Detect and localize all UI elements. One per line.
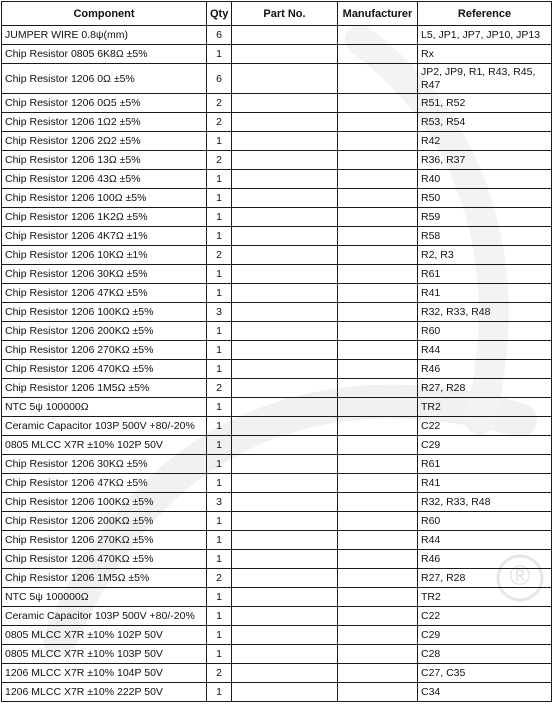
cell-part-no (232, 683, 338, 702)
cell-qty: 1 (207, 455, 232, 474)
cell-manufacturer (338, 113, 418, 132)
cell-qty: 1 (207, 588, 232, 607)
table-row (2, 246, 552, 265)
cell-qty: 1 (207, 607, 232, 626)
cell-part-no (232, 26, 338, 45)
cell-part-no (232, 569, 338, 588)
cell-component: NTC 5ψ 100000Ω (2, 588, 207, 607)
cell-component: Chip Resistor 1206 30KΩ ±5% (2, 455, 207, 474)
cell-reference: R44 (418, 531, 552, 550)
cell-reference: R60 (418, 322, 552, 341)
cell-reference: JP2, JP9, R1, R43, R45, R47 (418, 64, 552, 94)
cell-part-no (232, 645, 338, 664)
cell-part-no (232, 379, 338, 398)
cell-component: Chip Resistor 1206 200KΩ ±5% (2, 322, 207, 341)
watermark-registered-symbol: ® (509, 560, 531, 591)
cell-reference: C27, C35 (418, 664, 552, 683)
cell-manufacturer (338, 436, 418, 455)
cell-part-no (232, 588, 338, 607)
cell-manufacturer (338, 265, 418, 284)
cell-qty: 1 (207, 474, 232, 493)
cell-reference: C29 (418, 436, 552, 455)
table-row (2, 132, 552, 151)
cell-part-no (232, 170, 338, 189)
cell-part-no (232, 132, 338, 151)
cell-part-no (232, 360, 338, 379)
cell-component: Chip Resistor 1206 270KΩ ±5% (2, 531, 207, 550)
cell-manufacturer (338, 607, 418, 626)
table-row (2, 512, 552, 531)
cell-qty: 1 (207, 531, 232, 550)
cell-component: Chip Resistor 0805 6K8Ω ±5% (2, 45, 207, 64)
cell-component: Chip Resistor 1206 10KΩ ±1% (2, 246, 207, 265)
cell-manufacturer (338, 512, 418, 531)
cell-reference: TR2 (418, 588, 552, 607)
cell-qty: 3 (207, 303, 232, 322)
table-row (2, 26, 552, 45)
cell-qty: 1 (207, 645, 232, 664)
cell-qty: 1 (207, 322, 232, 341)
table-row (2, 113, 552, 132)
cell-component: 1206 MLCC X7R ±10% 222P 50V (2, 683, 207, 702)
cell-manufacturer (338, 417, 418, 436)
cell-part-no (232, 493, 338, 512)
cell-part-no (232, 94, 338, 113)
cell-component: Chip Resistor 1206 1M5Ω ±5% (2, 379, 207, 398)
cell-qty: 1 (207, 227, 232, 246)
cell-reference: R44 (418, 341, 552, 360)
header-manufacturer: Manufacturer (338, 2, 418, 26)
cell-manufacturer (338, 588, 418, 607)
cell-manufacturer (338, 132, 418, 151)
cell-reference: R53, R54 (418, 113, 552, 132)
cell-qty: 1 (207, 45, 232, 64)
cell-part-no (232, 512, 338, 531)
cell-qty: 6 (207, 26, 232, 45)
header-reference: Reference (418, 2, 552, 26)
cell-component: Chip Resistor 1206 4K7Ω ±1% (2, 227, 207, 246)
cell-reference: Rx (418, 45, 552, 64)
cell-component: Ceramic Capacitor 103P 500V +80/-20% (2, 417, 207, 436)
cell-reference: C29 (418, 626, 552, 645)
cell-manufacturer (338, 360, 418, 379)
table-row (2, 94, 552, 113)
cell-part-no (232, 265, 338, 284)
cell-reference: TR2 (418, 398, 552, 417)
cell-part-no (232, 246, 338, 265)
cell-qty: 1 (207, 284, 232, 303)
cell-qty: 1 (207, 398, 232, 417)
cell-manufacturer (338, 322, 418, 341)
table-row (2, 683, 552, 702)
cell-qty: 2 (207, 113, 232, 132)
cell-part-no (232, 64, 338, 94)
cell-qty: 1 (207, 417, 232, 436)
cell-component: 0805 MLCC X7R ±10% 102P 50V (2, 626, 207, 645)
table-row (2, 379, 552, 398)
cell-manufacturer (338, 151, 418, 170)
cell-manufacturer (338, 398, 418, 417)
cell-manufacturer (338, 170, 418, 189)
cell-qty: 2 (207, 664, 232, 683)
cell-manufacturer (338, 664, 418, 683)
cell-part-no (232, 189, 338, 208)
cell-manufacturer (338, 246, 418, 265)
header-row (2, 2, 552, 26)
cell-reference: C28 (418, 645, 552, 664)
cell-reference: R50 (418, 189, 552, 208)
cell-part-no (232, 436, 338, 455)
cell-qty: 2 (207, 569, 232, 588)
cell-component: Chip Resistor 1206 0Ω5 ±5% (2, 94, 207, 113)
cell-manufacturer (338, 208, 418, 227)
cell-part-no (232, 227, 338, 246)
cell-reference: R58 (418, 227, 552, 246)
cell-qty: 1 (207, 626, 232, 645)
table-row (2, 398, 552, 417)
cell-reference: R41 (418, 284, 552, 303)
cell-manufacturer (338, 531, 418, 550)
table-row (2, 455, 552, 474)
header-qty: Qty (207, 2, 232, 26)
cell-reference: R51, R52 (418, 94, 552, 113)
table-row (2, 588, 552, 607)
cell-reference: R36, R37 (418, 151, 552, 170)
cell-qty: 1 (207, 170, 232, 189)
cell-manufacturer (338, 284, 418, 303)
cell-reference: C22 (418, 607, 552, 626)
cell-qty: 1 (207, 208, 232, 227)
cell-part-no (232, 664, 338, 683)
cell-part-no (232, 151, 338, 170)
cell-component: Chip Resistor 1206 1M5Ω ±5% (2, 569, 207, 588)
table-row (2, 208, 552, 227)
cell-component: Chip Resistor 1206 2Ω2 ±5% (2, 132, 207, 151)
cell-part-no (232, 474, 338, 493)
cell-reference: R32, R33, R48 (418, 303, 552, 322)
table-row (2, 284, 552, 303)
cell-reference: R46 (418, 360, 552, 379)
table-row (2, 341, 552, 360)
cell-qty: 2 (207, 94, 232, 113)
table-row (2, 550, 552, 569)
cell-qty: 2 (207, 379, 232, 398)
cell-reference: R41 (418, 474, 552, 493)
cell-manufacturer (338, 64, 418, 94)
table-row (2, 569, 552, 588)
cell-component: Chip Resistor 1206 100KΩ ±5% (2, 303, 207, 322)
cell-part-no (232, 322, 338, 341)
table-row (2, 227, 552, 246)
header-part-no: Part No. (232, 2, 338, 26)
table-row (2, 474, 552, 493)
bom-table-body (2, 26, 552, 702)
cell-manufacturer (338, 455, 418, 474)
cell-manufacturer (338, 227, 418, 246)
cell-part-no (232, 284, 338, 303)
cell-part-no (232, 341, 338, 360)
cell-component: Chip Resistor 1206 270KΩ ±5% (2, 341, 207, 360)
cell-reference: R27, R28 (418, 379, 552, 398)
table-row (2, 45, 552, 64)
cell-manufacturer (338, 94, 418, 113)
table-row (2, 189, 552, 208)
cell-reference: R60 (418, 512, 552, 531)
cell-manufacturer (338, 626, 418, 645)
cell-component: Chip Resistor 1206 200KΩ ±5% (2, 512, 207, 531)
table-row (2, 626, 552, 645)
table-row (2, 151, 552, 170)
cell-component: Chip Resistor 1206 47KΩ ±5% (2, 474, 207, 493)
cell-component: 0805 MLCC X7R ±10% 102P 50V (2, 436, 207, 455)
cell-reference: C22 (418, 417, 552, 436)
cell-manufacturer (338, 493, 418, 512)
cell-part-no (232, 455, 338, 474)
cell-reference: R61 (418, 455, 552, 474)
table-row (2, 170, 552, 189)
table-row (2, 322, 552, 341)
cell-component: 0805 MLCC X7R ±10% 103P 50V (2, 645, 207, 664)
cell-manufacturer (338, 645, 418, 664)
cell-qty: 2 (207, 151, 232, 170)
cell-manufacturer (338, 189, 418, 208)
table-row (2, 64, 552, 94)
cell-qty: 1 (207, 341, 232, 360)
cell-reference: R40 (418, 170, 552, 189)
table-row (2, 303, 552, 322)
table-row (2, 265, 552, 284)
cell-reference: R46 (418, 550, 552, 569)
cell-component: NTC 5ψ 100000Ω (2, 398, 207, 417)
cell-qty: 1 (207, 436, 232, 455)
header-component: Component (2, 2, 207, 26)
cell-qty: 3 (207, 493, 232, 512)
cell-manufacturer (338, 26, 418, 45)
cell-reference: R61 (418, 265, 552, 284)
cell-part-no (232, 626, 338, 645)
table-row (2, 531, 552, 550)
table-row (2, 436, 552, 455)
cell-reference: R32, R33, R48 (418, 493, 552, 512)
cell-component: Chip Resistor 1206 0Ω ±5% (2, 64, 207, 94)
table-row (2, 493, 552, 512)
cell-reference: R2, R3 (418, 246, 552, 265)
cell-component: Ceramic Capacitor 103P 500V +80/-20% (2, 607, 207, 626)
table-row (2, 645, 552, 664)
cell-component: Chip Resistor 1206 47KΩ ±5% (2, 284, 207, 303)
cell-part-no (232, 303, 338, 322)
table-row (2, 417, 552, 436)
cell-manufacturer (338, 341, 418, 360)
cell-component: Chip Resistor 1206 30KΩ ±5% (2, 265, 207, 284)
cell-qty: 1 (207, 683, 232, 702)
cell-component: 1206 MLCC X7R ±10% 104P 50V (2, 664, 207, 683)
cell-qty: 6 (207, 64, 232, 94)
cell-component: Chip Resistor 1206 470KΩ ±5% (2, 550, 207, 569)
cell-manufacturer (338, 45, 418, 64)
cell-qty: 1 (207, 360, 232, 379)
cell-part-no (232, 208, 338, 227)
cell-qty: 1 (207, 189, 232, 208)
table-row (2, 360, 552, 379)
cell-manufacturer (338, 379, 418, 398)
cell-qty: 1 (207, 132, 232, 151)
cell-manufacturer (338, 569, 418, 588)
cell-reference: C34 (418, 683, 552, 702)
cell-manufacturer (338, 474, 418, 493)
cell-part-no (232, 550, 338, 569)
cell-component: Chip Resistor 1206 1K2Ω ±5% (2, 208, 207, 227)
cell-manufacturer (338, 303, 418, 322)
cell-reference: R27, R28 (418, 569, 552, 588)
cell-reference: L5, JP1, JP7, JP10, JP13 (418, 26, 552, 45)
cell-component: Chip Resistor 1206 13Ω ±5% (2, 151, 207, 170)
cell-qty: 1 (207, 512, 232, 531)
bom-table (1, 1, 552, 702)
cell-component: Chip Resistor 1206 100Ω ±5% (2, 189, 207, 208)
cell-part-no (232, 113, 338, 132)
cell-part-no (232, 531, 338, 550)
cell-part-no (232, 417, 338, 436)
cell-component: Chip Resistor 1206 100KΩ ±5% (2, 493, 207, 512)
cell-reference: R59 (418, 208, 552, 227)
cell-part-no (232, 45, 338, 64)
cell-part-no (232, 398, 338, 417)
cell-qty: 1 (207, 550, 232, 569)
cell-component: JUMPER WIRE 0.8ψ(mm) (2, 26, 207, 45)
cell-manufacturer (338, 550, 418, 569)
cell-reference: R42 (418, 132, 552, 151)
cell-qty: 2 (207, 246, 232, 265)
cell-manufacturer (338, 683, 418, 702)
cell-component: Chip Resistor 1206 470KΩ ±5% (2, 360, 207, 379)
table-row (2, 664, 552, 683)
cell-component: Chip Resistor 1206 43Ω ±5% (2, 170, 207, 189)
cell-qty: 1 (207, 265, 232, 284)
cell-part-no (232, 607, 338, 626)
cell-component: Chip Resistor 1206 1Ω2 ±5% (2, 113, 207, 132)
table-row (2, 607, 552, 626)
